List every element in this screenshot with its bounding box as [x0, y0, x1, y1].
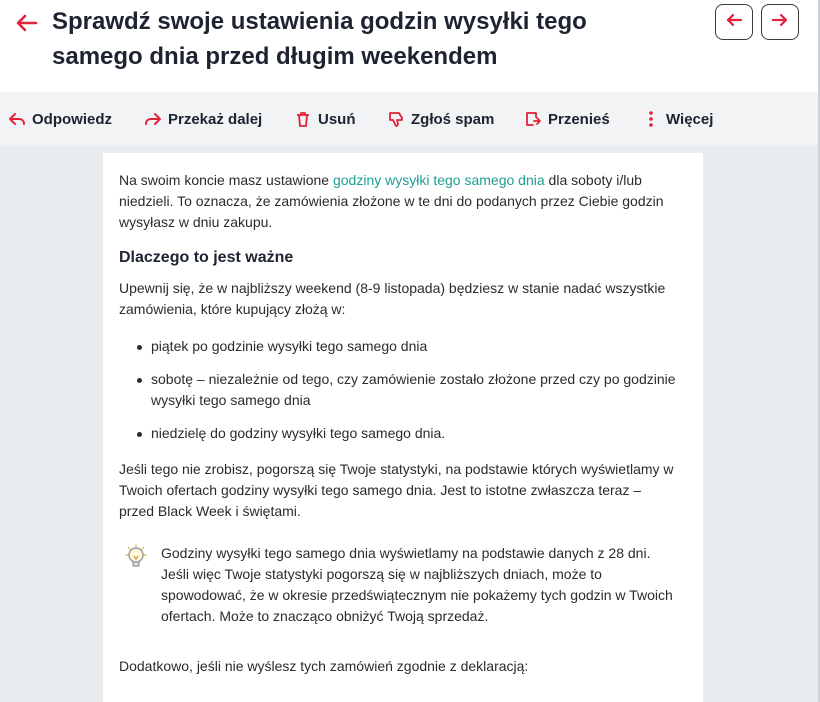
back-arrow-icon[interactable] — [14, 10, 40, 36]
kebab-icon — [642, 110, 660, 128]
lightbulb-icon — [125, 544, 147, 572]
message-toolbar — [0, 92, 818, 146]
arrow-right-icon — [770, 10, 790, 35]
reply-label: Odpowiedz — [32, 110, 112, 128]
previous-message-button[interactable] — [715, 4, 753, 40]
delete-button[interactable] — [294, 109, 356, 129]
message-header — [0, 0, 820, 92]
reply-button[interactable] — [8, 109, 112, 129]
forward-icon — [144, 110, 162, 128]
paragraph-statistics: Jeśli tego nie zrobisz, pogorszą się Twoje statystyki, na podstawie których wyświetlamy w Twoich ofertach godziny wysyłki tego samego dnia. Jest to istotne zwłaszcza teraz – przed Black Week i świętami. — [119, 461, 674, 519]
intro-text-end: dla soboty i/lub niedzieli. To oznacza, że zamówienia złożone w te dni do podanych przez Ciebie godzin wysyłasz w dniu zakupu. — [119, 172, 664, 230]
message-body — [103, 153, 703, 702]
message-subject: Sprawdź swoje ustawienia godzin wysyłki tego samego dnia przed długim weekendem — [52, 8, 587, 70]
intro-text-start: Na swoim koncie masz ustawione — [119, 172, 333, 188]
list-item: sobotę – niezależnie od tego, czy zamówienie zostało złożone przed czy po godzinie wysyłki tego samego dnia — [151, 369, 681, 411]
delete-label: Usuń — [318, 110, 356, 128]
reply-icon — [8, 110, 26, 128]
more-button[interactable] — [642, 109, 713, 129]
move-icon — [524, 110, 542, 128]
arrow-left-icon — [724, 10, 744, 35]
report-spam-button[interactable] — [387, 109, 494, 129]
spam-label: Zgłoś spam — [411, 110, 495, 128]
list-item: piątek po godzinie wysyłki tego samego dnia — [151, 336, 681, 357]
intro-paragraph — [119, 170, 679, 233]
next-message-button[interactable] — [761, 4, 799, 40]
forward-label: Przekaż dalej — [168, 110, 263, 128]
list-item: niedzielę do godziny wysyłki tego samego dnia. — [151, 423, 681, 444]
thumbs-down-icon — [387, 110, 405, 128]
paragraph-additionally: Dodatkowo, jeśli nie wyślesz tych zamówień zgodnie z deklaracją: — [119, 658, 529, 674]
forward-button[interactable] — [144, 109, 262, 129]
move-button[interactable] — [524, 109, 610, 129]
same-day-shipping-link[interactable]: godziny wysyłki tego samego dnia — [332, 172, 545, 188]
more-label: Więcej — [666, 110, 714, 128]
move-label: Przenieś — [548, 110, 610, 128]
section-heading: Dlaczego to jest ważne — [119, 249, 294, 266]
paragraph-weekend: Upewnij się, że w najbliższy weekend (8-9 listopada) będziesz w stanie nadać wszystkie zamówienia, które kupujący złożą w: — [119, 280, 666, 317]
info-note: Godziny wysyłki tego samego dnia wyświetlamy na podstawie danych z 28 dni. Jeśli więc Twoje statystyki pogorszą się w najbliższych dniach, może to spowodować, że w okresie przedświątecznym nie pokażemy tych godzin w Twoich ofertach. Może to znacząco obniżyć Twoją sprzedaż. — [161, 545, 673, 624]
trash-icon — [294, 110, 312, 128]
